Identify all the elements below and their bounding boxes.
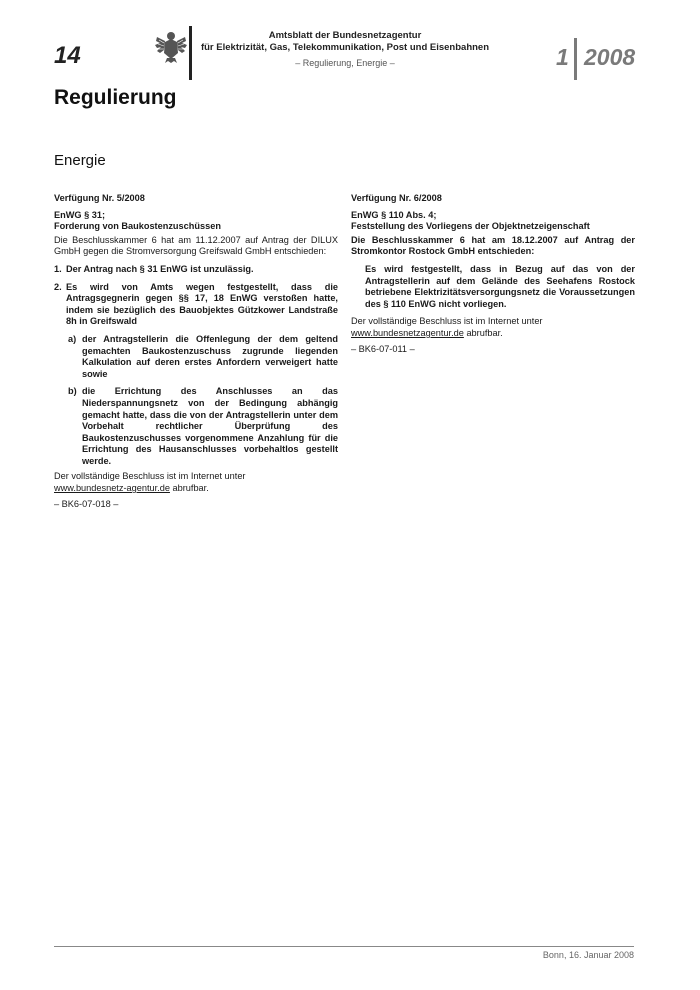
list-item-text: Der Antrag nach § 31 EnWG ist unzulässig. (66, 263, 254, 274)
online-note-link[interactable]: www.bundesnetz-agentur.de (54, 483, 170, 494)
issue-divider (574, 38, 577, 80)
list-marker: 2. (54, 281, 62, 292)
federal-eagle-icon (154, 28, 188, 64)
online-note-suffix: abrufbar. (463, 327, 503, 338)
law-line1: EnWG § 110 Abs. 4; (351, 209, 437, 220)
publication-title (200, 30, 490, 54)
sub-list-item-text: der Antragstellerin die Offenlegung der dem geltend gemachten Baukostenzuschuss zugrunde liegenden Kalkulation auf deren erstes Anfordern verweigert hatte sowie (82, 333, 338, 379)
list-item (54, 282, 338, 328)
section-title: Regulierung (54, 86, 177, 109)
online-note-link[interactable]: www.bundesnetzagentur.de (351, 327, 464, 338)
sub-list-marker: b) (68, 386, 77, 397)
law-line2: Forderung von Baukostenzuschüssen (54, 221, 221, 232)
law-line1: EnWG § 31; (54, 209, 106, 220)
decision-text: Es wird festgestellt, dass in Bezug auf das von der Antragstellerin auf dem Gelände des Seehafens Rostock betriebene Elektrizitätsversorgungsnetz die Voraussetzungen des § 110 EnWG nicht vorliegen. (365, 263, 635, 309)
list-item-text: Es wird von Amts wegen festgestellt, dass die Antragsgegnerin gegen §§ 17, 18 EnWG verstoßen hatte, indem sie bezüglich des Bauobjektes Gützkower Landstraße 8h in Greifswald (66, 281, 338, 327)
header-divider (189, 26, 192, 80)
issue-number: 1 (556, 44, 569, 70)
online-note-text: Der vollständige Beschluss ist im Internet unter (351, 316, 543, 327)
sub-list-marker: a) (68, 333, 77, 344)
issue-year: 2008 (584, 44, 636, 70)
subsection-title: Energie (54, 152, 106, 169)
law-reference (351, 210, 635, 233)
law-line2: Feststellung des Vorliegens der Objektnetzeigenschaft (351, 221, 590, 232)
footer-divider (54, 946, 634, 947)
law-reference (54, 210, 338, 233)
online-note-text: Der vollständige Beschluss ist im Internet unter (54, 471, 246, 482)
online-note (54, 471, 338, 494)
left-column (54, 193, 338, 514)
sub-list-item (54, 334, 338, 380)
right-column (351, 193, 635, 359)
sub-list-item-text: die Errichtung des Anschlusses an das Niederspannungsnetz von der Bedingung abhängig gemacht hatte, dass die von der Antragstellerin unter dem Vorbehalt rechtlicher Überprüfung des Baukostenzuschusses vorgenommene Anzahlung für die Errichtung des Hausanschlusses vorbehaltlos gestellt werde. (82, 386, 338, 466)
decision-heading: Verfügung Nr. 5/2008 (54, 193, 145, 203)
footer-date: Bonn, 16. Januar 2008 (542, 950, 634, 960)
publication-title-line1: Amtsblatt der Bundesnetzagentur (268, 30, 422, 41)
list-marker: 1. (54, 263, 62, 274)
case-reference: – BK6-07-011 – (351, 343, 415, 354)
decision-intro: Die Beschlusskammer 6 hat am 18.12.2007 auf Antrag der Stromkontor Rostock GmbH entschieden: (351, 234, 635, 257)
decision-heading: Verfügung Nr. 6/2008 (351, 193, 442, 203)
page-number: 14 (54, 42, 81, 69)
online-note (351, 316, 635, 339)
sub-list-item (54, 386, 338, 467)
publication-title-line2: für Elektrizität, Gas, Telekommunikation, Post und Eisenbahnen (200, 42, 490, 53)
decision-intro: Die Beschlusskammer 6 hat am 11.12.2007 auf Antrag der DILUX GmbH gegen die Stromversorgung Greifswald GmbH entschieden: (54, 234, 338, 257)
publication-subtitle: – Regulierung, Energie – (295, 58, 395, 68)
list-item (54, 264, 338, 276)
case-reference: – BK6-07-018 – (54, 498, 119, 509)
online-note-suffix: abrufbar. (169, 483, 209, 494)
